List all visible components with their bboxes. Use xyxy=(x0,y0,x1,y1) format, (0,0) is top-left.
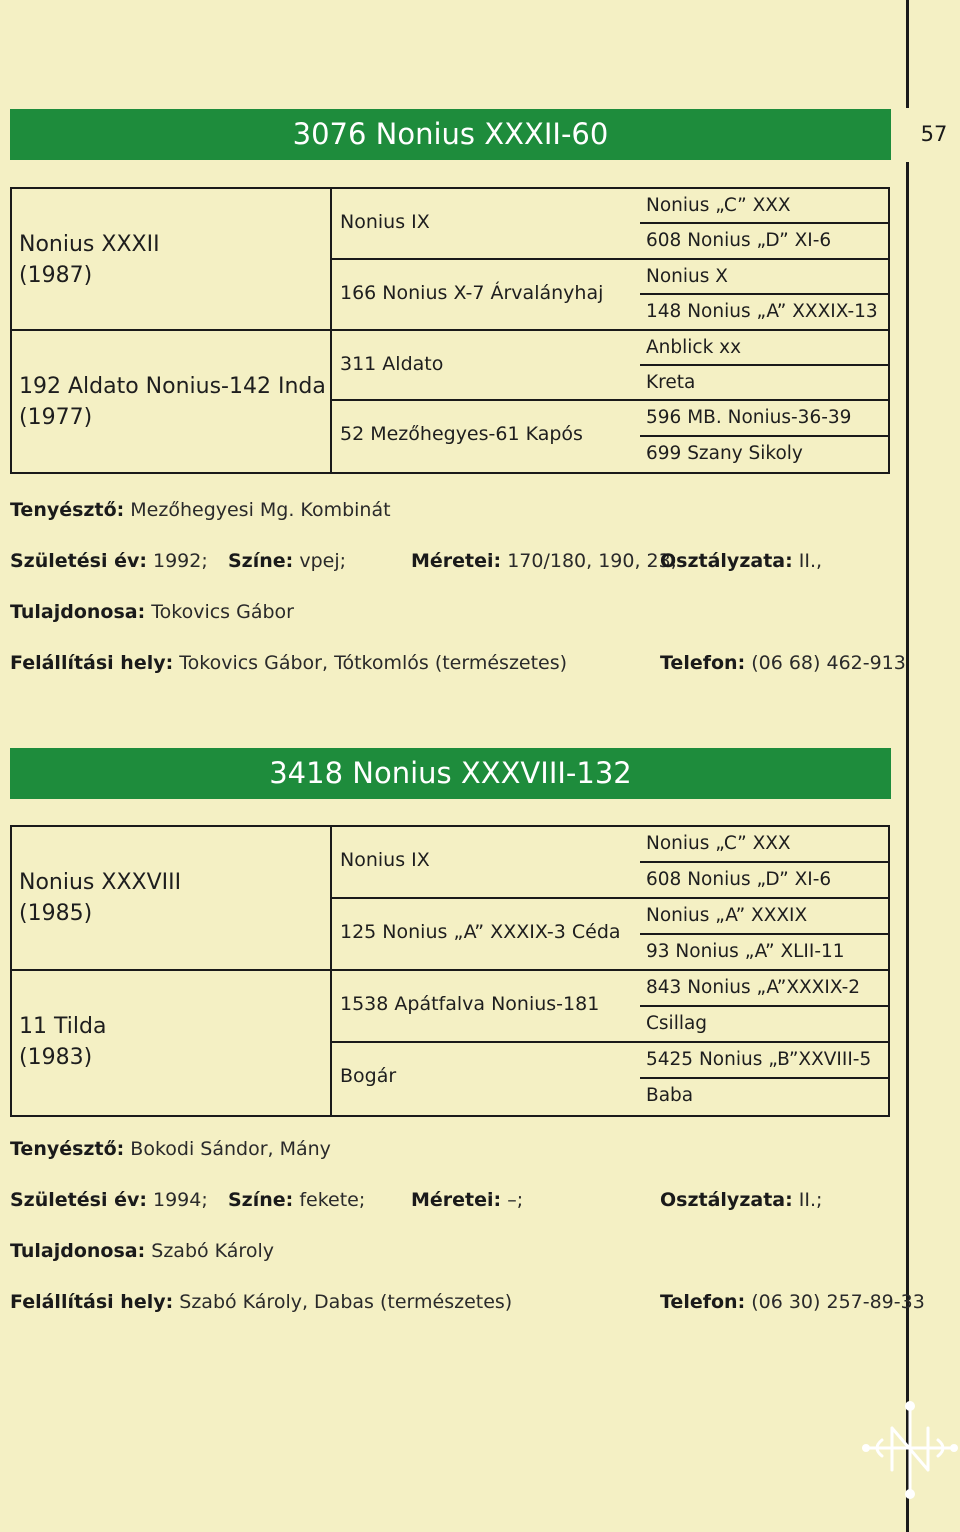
class-field: Osztályzata: II., xyxy=(660,550,823,572)
pedigree-ggp-cell: Baba xyxy=(646,1085,694,1106)
pedigree-grandparent-cell: Nonius IX xyxy=(332,827,640,899)
pedigree-ggp-cell: 5425 Nonius „B”XXVIII-5 xyxy=(640,1043,888,1079)
page-margin-line xyxy=(906,162,909,1532)
pedigree-ggp-cell: Nonius „A” XXXIX xyxy=(640,899,888,935)
pedigree-great-grandparents-column xyxy=(640,827,888,1115)
phone-field: Telefon: (06 68) 462-913 xyxy=(660,652,906,674)
pedigree-grandparent-cell: 52 Mezőhegyes-61 Kapós xyxy=(340,423,583,446)
pedigree-ggp-cell: Csillag xyxy=(640,1007,888,1043)
horse-title-banner: 3076 Nonius XXXII-60 xyxy=(10,109,891,160)
pedigree-ggp-cell: 699 Szany Sikoly xyxy=(646,442,803,464)
size-field: Méretei: 170/180, 190, 23; xyxy=(411,550,678,572)
pedigree-ggp-cell: Nonius X xyxy=(640,260,888,295)
nonius-brand-mark-icon xyxy=(862,1400,958,1500)
pedigree-ggp-cell: 93 Nonius „A” XLII-11 xyxy=(640,935,888,971)
pedigree-ggp-cell: Anblick xx xyxy=(640,331,888,366)
pedigree-ggp-cell: 148 Nonius „A” XXXIX-13 xyxy=(640,295,888,330)
dam-name: 11 Tilda (1983) xyxy=(19,1014,107,1070)
page-margin-line xyxy=(906,0,909,108)
phone-field: Telefon: (06 30) 257-89-33 xyxy=(660,1291,925,1313)
location-line: Felállítási hely: Szabó Károly, Dabas (természetes) xyxy=(10,1291,513,1313)
pedigree-great-grandparents-column xyxy=(640,189,888,472)
size-field: Méretei: –; xyxy=(411,1189,524,1211)
pedigree-grandparent-cell: 311 Aldato xyxy=(332,331,640,402)
breeder-line: Tenyésztő: Bokodi Sándor, Mány xyxy=(10,1138,331,1160)
location-line: Felállítási hely: Tokovics Gábor, Tótkomlós (természetes) xyxy=(10,652,568,674)
pedigree-grandparent-cell: 1538 Apátfalva Nonius-181 xyxy=(332,971,640,1043)
owner-line: Tulajdonosa: Tokovics Gábor xyxy=(10,601,294,623)
pedigree-ggp-cell: 608 Nonius „D” XI-6 xyxy=(640,863,888,899)
color-field: Színe: vpej; xyxy=(228,550,347,572)
pedigree-ggp-cell: 608 Nonius „D” XI-6 xyxy=(640,224,888,259)
dam-name: 192 Aldato Nonius-142 Inda (1977) xyxy=(19,373,326,430)
breeder-line: Tenyésztő: Mezőhegyesi Mg. Kombinát xyxy=(10,499,391,521)
pedigree-sire-cell xyxy=(12,189,332,331)
pedigree-ggp-cell: 596 MB. Nonius-36-39 xyxy=(640,401,888,436)
pedigree-grandparent-cell: Bogár xyxy=(340,1065,397,1087)
color-field: Színe: fekete; xyxy=(228,1189,366,1211)
pedigree-ggp-cell: Nonius „C” XXX xyxy=(640,189,888,224)
pedigree-dam-cell xyxy=(12,331,332,473)
class-field: Osztályzata: II.; xyxy=(660,1189,823,1211)
horse-title-banner: 3418 Nonius XXXVIII-132 xyxy=(10,748,891,799)
pedigree-ggp-cell: Kreta xyxy=(640,366,888,401)
pedigree-sire-cell xyxy=(12,827,332,971)
pedigree-grandparent-cell: 125 Nonius „A” XXXIX-3 Céda xyxy=(332,899,640,971)
owner-line: Tulajdonosa: Szabó Károly xyxy=(10,1240,274,1262)
pedigree-ggp-cell: 843 Nonius „A”XXXIX-2 xyxy=(640,971,888,1007)
pedigree-ggp-cell: Nonius „C” XXX xyxy=(640,827,888,863)
sire-name: Nonius XXXVIII (1985) xyxy=(19,870,182,926)
pedigree-table xyxy=(10,825,890,1117)
birth-year-field: Születési év: 1992; xyxy=(10,550,208,572)
page-number: 57 xyxy=(920,122,948,146)
pedigree-grandparent-cell: Nonius IX xyxy=(332,189,640,260)
pedigree-dam-cell xyxy=(12,971,332,1115)
sire-name: Nonius XXXII (1987) xyxy=(19,232,160,288)
birth-year-field: Születési év: 1994; xyxy=(10,1189,208,1211)
pedigree-table xyxy=(10,187,890,474)
pedigree-grandparent-cell: 166 Nonius X-7 Árvalányhaj xyxy=(332,260,640,331)
